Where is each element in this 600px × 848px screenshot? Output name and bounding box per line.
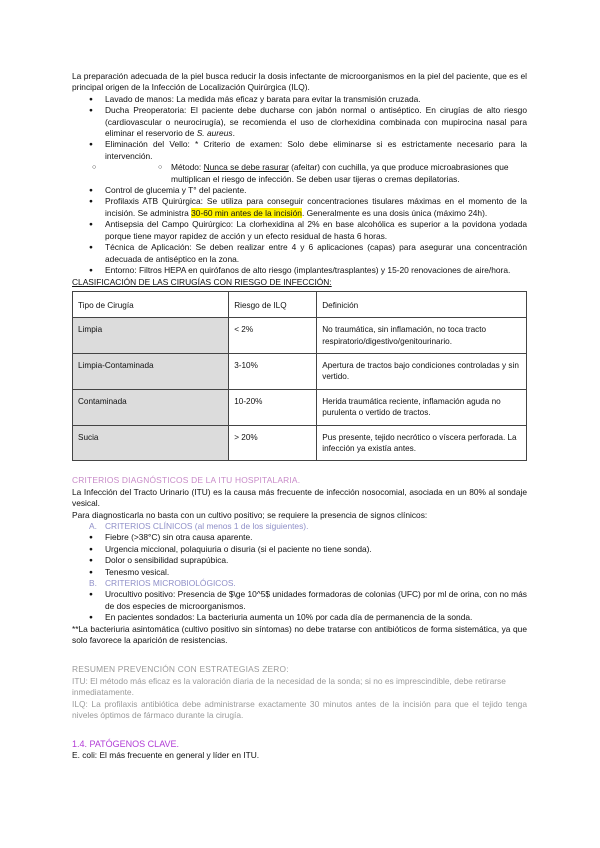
patogenos-ecoli: E. coli: El más frecuente en general y líder en ITU. <box>72 749 260 760</box>
list-item: ● Ducha Preoperatoria: El paciente debe ducharse con jabón normal o antiséptico. En cirugías de alto riesgo (cardiovascular o neurocirugía), se recomienda el uso de clorhexidina combinada con mupirocina nasal para eliminar el reservorio de S. aureus. <box>72 105 527 139</box>
table-title: CLASIFICACIÓN DE LAS CIRUGÍAS CON RIESGO DE INFECCIÓN: <box>72 277 332 288</box>
table-row <box>73 389 527 425</box>
prep-list <box>72 94 527 162</box>
itu-paragraph: Para diagnosticarla no basta con un cultivo positivo; se requiere la presencia de signos clínicos: <box>72 509 428 520</box>
list-item: ● Profilaxis ATB Quirúrgica: Se utiliza para conseguir concentraciones tisulares máximas en el momento de la incisión. Se administra 30-60 min antes de la incisión. Generalmente es una dosis única (máximo 24h). <box>72 196 527 219</box>
criteria-a <box>72 521 527 532</box>
table-row <box>73 318 527 354</box>
list-item: ● Fiebre (>38°C) sin otra causa aparente. <box>72 532 527 543</box>
table-row <box>73 353 527 389</box>
highlighted-text: 30-60 min antes de la incisión <box>191 207 302 218</box>
intro-paragraph: La preparación adecuada de la piel busca reducir la dosis infectante de microorganismos en la piel del paciente, que es el principal origen de la Infección de Localización Quirúrgica (ILQ). <box>72 71 527 93</box>
patogenos-heading: 1.4. PATÓGENOS CLAVE. <box>72 738 180 749</box>
table-cell: Limpia-Contaminada <box>73 353 229 389</box>
itu-heading: CRITERIOS DIAGNÓSTICOS DE LA ITU HOSPITALARIA. <box>72 475 301 486</box>
table-cell: < 2% <box>229 318 317 354</box>
list-item: ● En pacientes sondados: La bacteriuria aumenta un 10% por cada día de permanencia de la sonda. <box>72 612 527 623</box>
table-cell: Apertura de tractos bajo condiciones controladas y sin vertido. <box>317 353 527 389</box>
list-item: ● Lavado de manos: La medida más eficaz y barata para evitar la transmisión cruzada. <box>72 94 527 105</box>
micro-criteria-list <box>72 589 527 623</box>
criteria-label: A. CRITERIOS CLÍNICOS (al menos 1 de los siguientes). <box>89 521 309 531</box>
table-cell: Contaminada <box>73 389 229 425</box>
table-cell: Pus presente, tejido necrótico o víscera perforada. La infección ya existía antes. <box>317 425 527 461</box>
list-item: ● Antisepsia del Campo Quirúrgico: La clorhexidina al 2% en base alcohólica es superior a la povidona yodada porque tiene mayor rapidez de acción y un efecto residual de hasta 6 horas. <box>72 219 527 242</box>
table-cell: 3-10% <box>229 353 317 389</box>
prep-list-continued <box>72 185 527 276</box>
resumen-heading: RESUMEN PREVENCIÓN CON ESTRATEGIAS ZERO: <box>72 664 289 675</box>
table-cell: Herida traumática reciente, inflamación aguda no purulenta o vertido de tractos. <box>317 389 527 425</box>
resumen-ilq: ILQ: La profilaxis antibiótica debe administrarse exactamente 30 minutos antes de la incisión para que el tejido tenga niveles óptimos de fármaco durante la cirugía. <box>72 698 527 721</box>
column-header: Riesgo de ILQ <box>229 291 317 317</box>
criteria-b <box>72 578 527 589</box>
list-item: ● Urocultivo positivo: Presencia de $\ge 10^5$ unidades formadoras de colonias (UFC) por ml de orina, con no más de dos especies de microorganismos. <box>72 589 527 612</box>
column-header: Tipo de Cirugía <box>73 291 229 317</box>
document-page <box>72 71 527 761</box>
list-item: ● Entorno: Filtros HEPA en quirófanos de alto riesgo (implantes/trasplantes) y 15-20 renovaciones de aire/hora. <box>72 265 527 276</box>
clinical-criteria-list <box>72 532 527 578</box>
warning-text: Nunca se debe rasurar <box>203 162 289 173</box>
organism-name: S. aureus <box>196 128 233 139</box>
table-cell: No traumática, sin inflamación, no toca tracto respiratorio/digestivo/genitourinario. <box>317 318 527 354</box>
table-cell: > 20% <box>229 425 317 461</box>
list-item: ● Técnica de Aplicación: Se deben realizar entre 4 y 6 aplicaciones (capas) para asegurar una concentración adecuada de antiséptico en la zona. <box>72 242 527 265</box>
itu-paragraph: La Infección del Tracto Urinario (ITU) es la causa más frecuente de infección nosocomial, asociada en un 80% al sondaje vesical. <box>72 486 527 509</box>
list-item: ○ ○ Método: Nunca se debe rasurar (afeitar) con cuchilla, ya que produce microabrasiones que multiplican el riesgo de infección. Se deben usar tijeras o cremas depilatorias. <box>72 162 527 185</box>
table-cell: 10-20% <box>229 389 317 425</box>
surgery-classification-table <box>72 291 527 462</box>
table-header-row <box>73 291 527 317</box>
itu-note: **La bacteriuria asintomática (cultivo positivo sin síntomas) no debe tratarse con antibióticos de forma sistemática, ya que solo favorece la aparición de resistencias. <box>72 623 527 646</box>
table-cell: Limpia <box>73 318 229 354</box>
column-header: Definición <box>317 291 527 317</box>
list-item: ● Tenesmo vesical. <box>72 567 527 578</box>
resumen-itu: ITU: El método más eficaz es la valoración diaria de la necesidad de la sonda; si no es imprescindible, debe retirarse inmediatamente. <box>72 675 506 698</box>
table-cell: Sucia <box>73 425 229 461</box>
list-item: ● Eliminación del Vello: * Criterio de examen: Solo debe eliminarse si es estrictamente necesario para la intervención. <box>72 139 527 162</box>
list-item: ● Urgencia miccional, polaquiuria o disuria (si el paciente no tiene sonda). <box>72 544 527 555</box>
table-row <box>73 425 527 461</box>
criteria-label: B. CRITERIOS MICROBIOLÓGICOS. <box>89 578 236 589</box>
list-item: ● Control de glucemia y T° del paciente. <box>72 185 527 196</box>
list-item: ● Dolor o sensibilidad suprapúbica. <box>72 555 527 566</box>
sub-list <box>72 162 527 185</box>
